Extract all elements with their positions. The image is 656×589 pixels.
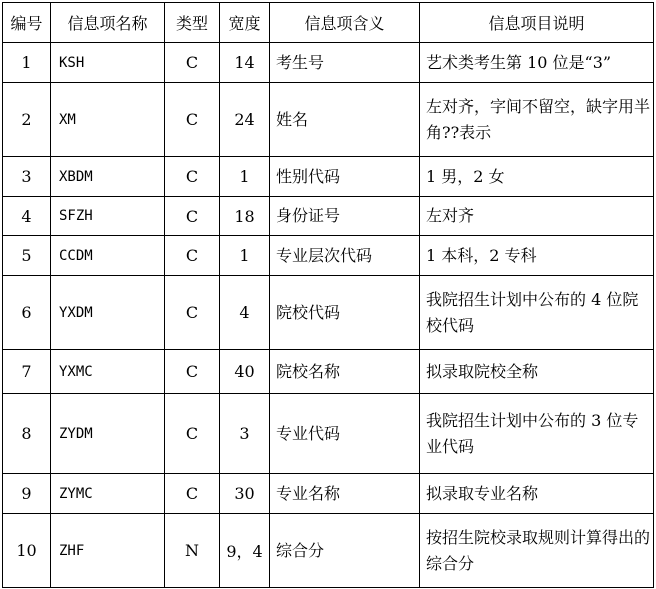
table-row <box>3 276 654 350</box>
row-width: 30 <box>220 474 270 514</box>
table-row <box>3 350 654 394</box>
row-description: 拟录取专业名称 <box>420 474 654 514</box>
row-field-name: KSH <box>51 43 165 83</box>
row-meaning: 性别代码 <box>270 157 420 197</box>
row-number: 8 <box>3 394 51 474</box>
row-description: 按招生院校录取规则计算得出的综合分 <box>420 514 654 588</box>
header-number: 编号 <box>3 3 51 43</box>
row-number: 5 <box>3 236 51 276</box>
row-width: 24 <box>220 83 270 157</box>
row-description: 拟录取院校全称 <box>420 350 654 394</box>
row-width: 14 <box>220 43 270 83</box>
row-field-name: CCDM <box>51 236 165 276</box>
row-field-name: YXMC <box>51 350 165 394</box>
row-description: 1 男，2 女 <box>420 157 654 197</box>
table-row <box>3 43 654 83</box>
row-width: 18 <box>220 197 270 236</box>
row-description: 左对齐 <box>420 197 654 236</box>
row-type: C <box>165 276 220 350</box>
table-row <box>3 157 654 197</box>
row-field-name: ZYMC <box>51 474 165 514</box>
row-number: 7 <box>3 350 51 394</box>
row-width: 4 <box>220 276 270 350</box>
table-row <box>3 236 654 276</box>
row-field-name: SFZH <box>51 197 165 236</box>
row-meaning: 专业层次代码 <box>270 236 420 276</box>
row-field-name: ZHF <box>51 514 165 588</box>
header-description: 信息项目说明 <box>420 3 654 43</box>
row-field-name: YXDM <box>51 276 165 350</box>
row-number: 3 <box>3 157 51 197</box>
header-meaning: 信息项含义 <box>270 3 420 43</box>
row-description: 我院招生计划中公布的 4 位院校代码 <box>420 276 654 350</box>
row-type: C <box>165 474 220 514</box>
table-header-row <box>3 3 654 43</box>
field-spec-table <box>2 2 654 588</box>
table-row <box>3 197 654 236</box>
table-row <box>3 474 654 514</box>
row-description: 1 本科，2 专科 <box>420 236 654 276</box>
table-row <box>3 83 654 157</box>
row-width: 40 <box>220 350 270 394</box>
row-type: C <box>165 197 220 236</box>
row-number: 6 <box>3 276 51 350</box>
header-field-name: 信息项名称 <box>51 3 165 43</box>
row-meaning: 专业名称 <box>270 474 420 514</box>
row-number: 10 <box>3 514 51 588</box>
row-field-name: ZYDM <box>51 394 165 474</box>
row-description: 我院招生计划中公布的 3 位专业代码 <box>420 394 654 474</box>
row-type: N <box>165 514 220 588</box>
row-type: C <box>165 157 220 197</box>
row-meaning: 院校名称 <box>270 350 420 394</box>
row-type: C <box>165 350 220 394</box>
row-meaning: 专业代码 <box>270 394 420 474</box>
row-width: 1 <box>220 236 270 276</box>
row-number: 9 <box>3 474 51 514</box>
row-type: C <box>165 43 220 83</box>
header-type: 类型 <box>165 3 220 43</box>
row-meaning: 姓名 <box>270 83 420 157</box>
header-width: 宽度 <box>220 3 270 43</box>
row-description: 左对齐，字间不留空，缺字用半角??表示 <box>420 83 654 157</box>
row-width: 3 <box>220 394 270 474</box>
table-row <box>3 394 654 474</box>
row-meaning: 身份证号 <box>270 197 420 236</box>
row-type: C <box>165 394 220 474</box>
row-number: 1 <box>3 43 51 83</box>
table-row <box>3 514 654 588</box>
row-type: C <box>165 236 220 276</box>
row-width: 9，4 <box>220 514 270 588</box>
row-meaning: 考生号 <box>270 43 420 83</box>
row-meaning: 院校代码 <box>270 276 420 350</box>
row-description: 艺术类考生第 10 位是“3” <box>420 43 654 83</box>
row-number: 2 <box>3 83 51 157</box>
row-number: 4 <box>3 197 51 236</box>
row-width: 1 <box>220 157 270 197</box>
row-field-name: XBDM <box>51 157 165 197</box>
row-meaning: 综合分 <box>270 514 420 588</box>
row-field-name: XM <box>51 83 165 157</box>
row-type: C <box>165 83 220 157</box>
